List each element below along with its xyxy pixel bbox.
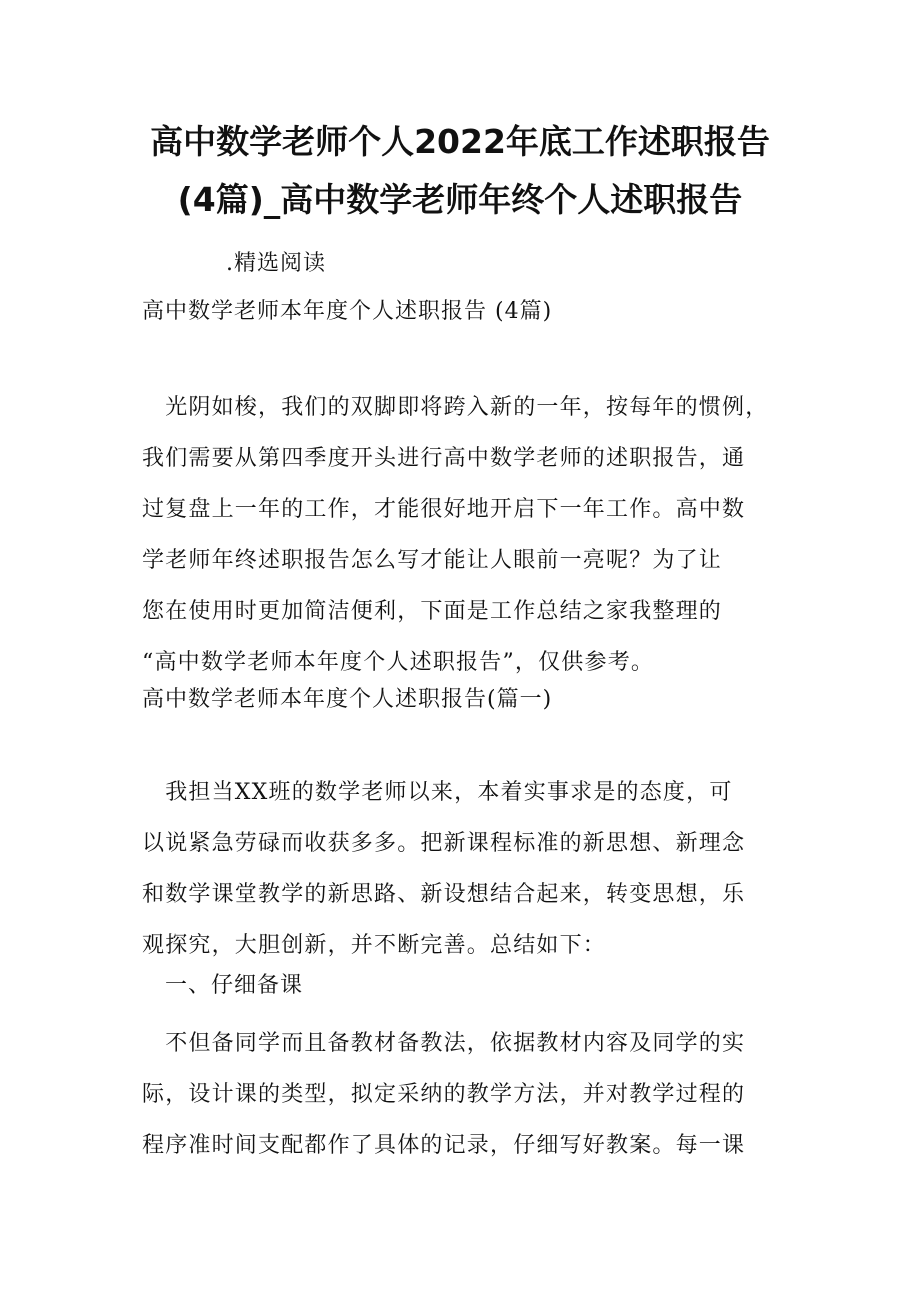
- paragraph-line: 光阴如梭，我们的双脚即将跨入新的一年，按每年的惯例，: [142, 395, 769, 420]
- paragraph-line: 学老师年终述职报告怎么写才能让人眼前一亮呢？为了让: [142, 548, 723, 573]
- paragraph-line: 过复盘上一年的工作，才能很好地开启下一年工作。高中数: [142, 497, 746, 522]
- paragraph-line: 以说紧急劳碌而收获多多。把新课程标准的新思想、新理念: [142, 831, 746, 856]
- document-title-line-1: 高中数学老师个人2022年底工作述职报告: [150, 122, 770, 161]
- paragraph-line: 我担当XX班的数学老师以来，本着实事求是的态度，可: [142, 780, 733, 805]
- paragraph-line: 不但备同学而且备教材备教法，依据教材内容及同学的实: [142, 1031, 746, 1056]
- paragraph-line: 您在使用时更加简洁便利，下面是工作总结之家我整理的: [142, 599, 723, 624]
- part-one-heading: 高中数学老师本年度个人述职报告(篇一): [142, 687, 553, 712]
- paragraph-line: 观探究，大胆创新，并不断完善。总结如下：: [142, 933, 607, 958]
- part-one-paragraph: [142, 767, 782, 971]
- subtitle: .精选阅读: [226, 251, 326, 276]
- paragraph-line: 际，设计课的类型，拟定采纳的教学方法，并对教学过程的: [142, 1082, 746, 1107]
- intro-paragraph: [142, 382, 782, 688]
- section-one-paragraph: [142, 1018, 782, 1171]
- paragraph-line: “高中数学老师本年度个人述职报告”，仅供参考。: [142, 650, 655, 675]
- document-title-line-2: (4篇)_高中数学老师年终个人述职报告: [177, 180, 743, 219]
- paragraph-line: 我们需要从第四季度开头进行高中数学老师的述职报告，通: [142, 446, 746, 471]
- main-heading: 高中数学老师本年度个人述职报告 (4篇): [142, 299, 553, 324]
- section-one-title: 一、仔细备课: [165, 973, 304, 998]
- paragraph-line: 程序准时间支配都作了具体的记录，仔细写好教案。每一课: [142, 1133, 746, 1158]
- paragraph-line: 和数学课堂教学的新思路、新设想结合起来，转变思想，乐: [142, 882, 746, 907]
